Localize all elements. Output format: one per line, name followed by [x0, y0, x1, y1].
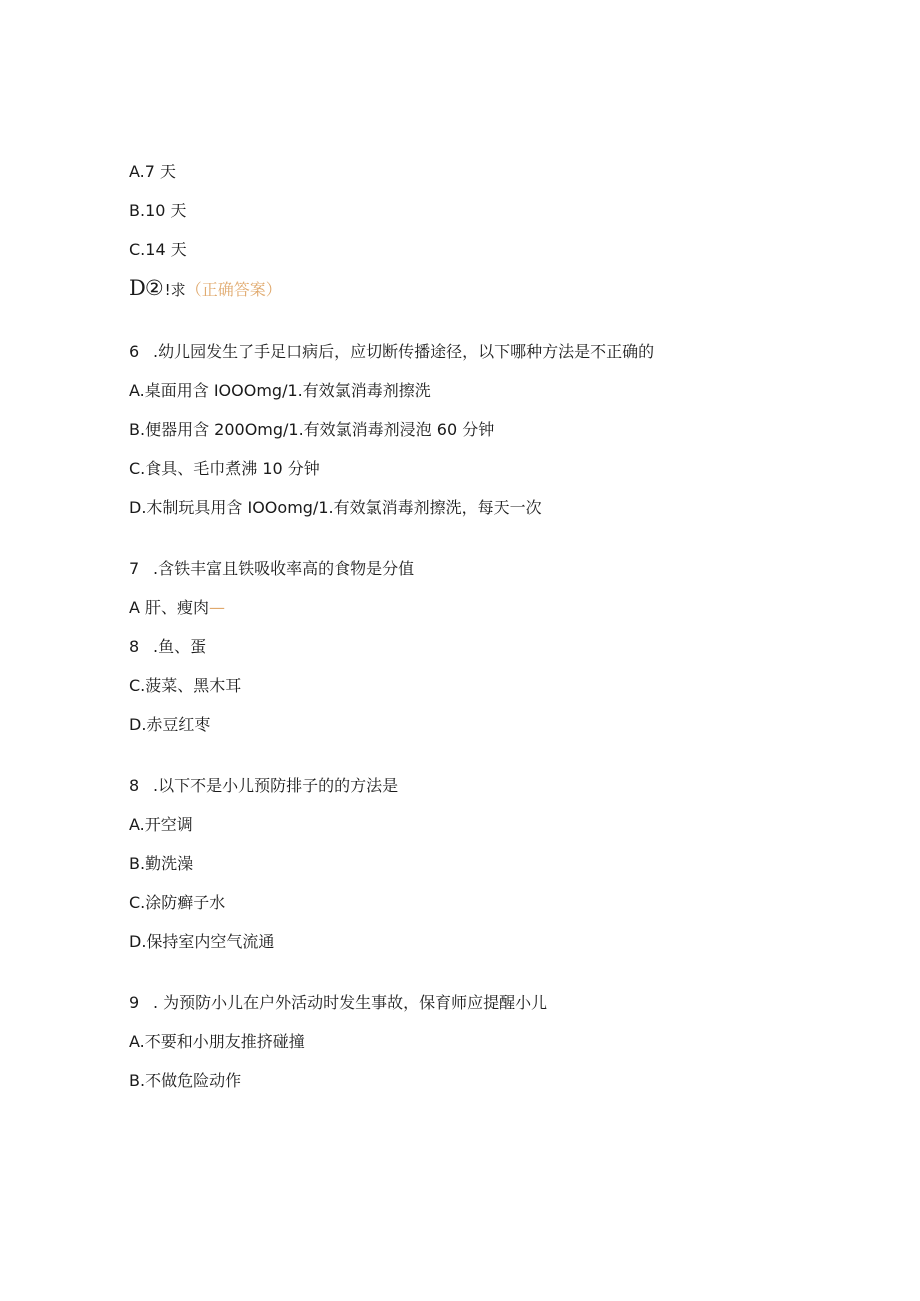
q6-option-d: D.木制玩具用含 IOOomg/1.有效氯消毒剂擦洗，每天一次: [129, 498, 542, 517]
q6-option-a: A.桌面用含 IOOOmg/1.有效氯消毒剂擦洗: [129, 381, 431, 400]
q8-question: [129, 775, 398, 797]
q6-text: .幼儿园发生了手足口病后，应切断传播途径，以下哪种方法是不正确的: [153, 342, 655, 361]
q5-option-d-text: !求: [164, 281, 186, 299]
q8-option-c: C.涂防癣子水: [129, 893, 226, 912]
q7-text: .含铁丰富且铁吸收率高的食物是分值: [153, 559, 415, 578]
q5-option-b: B.10 天: [129, 201, 187, 220]
q9-number: 9: [129, 993, 140, 1012]
correct-answer-tag: （正确答案）: [185, 280, 282, 299]
q7-option-a-dash: —: [209, 598, 226, 617]
q7-number: 7: [129, 559, 140, 578]
q6-number: 6: [129, 342, 140, 361]
q8-option-d: D.保持室内空气流通: [129, 932, 275, 951]
q8-option-b: B.勤洗澡: [129, 854, 194, 873]
q7-option-d: D.赤豆红枣: [129, 715, 211, 734]
q9-option-b: B.不做危险动作: [129, 1071, 242, 1090]
q5-option-a: A.7 天: [129, 162, 177, 181]
q9-text: . 为预防小儿在户外活动时发生事故，保育师应提醒小儿: [153, 993, 548, 1012]
q7-option-a-text: A 肝、瘦肉: [129, 598, 210, 617]
q7-option-b-number: 8: [129, 637, 140, 656]
q7-option-a: [129, 597, 225, 619]
q6-option-b: B.便器用含 200Omg/1.有效氯消毒剂浸泡 60 分钟: [129, 420, 495, 439]
q9-question: [129, 992, 547, 1014]
q6-question: [129, 341, 654, 363]
q8-number: 8: [129, 776, 140, 795]
q7-option-b-text: .鱼、蛋: [153, 637, 207, 656]
q8-text: .以下不是小儿预防排子的的方法是: [153, 776, 399, 795]
q5-option-c: C.14 天: [129, 240, 187, 259]
q8-option-a: A.开空调: [129, 815, 193, 834]
q9-option-a: A.不要和小朋友推挤碰撞: [129, 1032, 305, 1051]
q6-option-c: C.食具、毛巾煮沸 10 分钟: [129, 459, 320, 478]
q7-question: [129, 558, 414, 580]
q7-option-b: [129, 636, 206, 658]
q5-option-d: [129, 277, 282, 301]
q5-option-d-mark: D②: [129, 276, 163, 300]
q7-option-c: C.菠菜、黑木耳: [129, 676, 242, 695]
